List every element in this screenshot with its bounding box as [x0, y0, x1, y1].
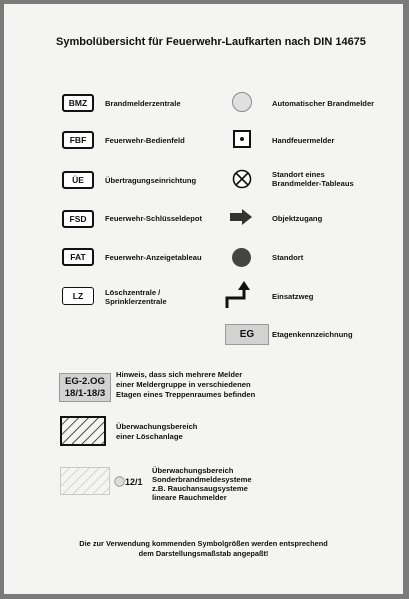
tableau-label-line2: Brandmelder-Tableaus: [272, 179, 354, 188]
route-label: Einsatzweg: [272, 292, 314, 301]
filled-circle-icon: [231, 247, 252, 268]
auto-detector-label: Automatischer Brandmelder: [272, 99, 375, 108]
fsd-label: Feuerwehr-Schlüsseldepot: [105, 214, 203, 223]
special-area-hatch: [60, 467, 110, 495]
floor-code-desc-line1: Hinweis, dass sich mehrere Melder: [116, 370, 243, 379]
lz-symbol: LZ: [62, 287, 94, 305]
special-label-line4: lineare Rauchmelder: [152, 493, 227, 502]
floor-code-desc-line2: einer Meldergruppe in verschiedenen: [116, 380, 251, 389]
fat-symbol: FAT: [62, 248, 94, 266]
fbf-label: Feuerwehr-Bedienfeld: [105, 136, 185, 145]
special-marker: 12/1: [125, 477, 143, 487]
page-title: Symbolübersicht für Feuerwehr-Laufkarten nach DIN 14675: [56, 36, 366, 48]
lz-label-line2: Sprinklerzentrale: [105, 297, 167, 306]
scale-note: [4, 539, 403, 559]
ue-label: Übertragungseinrichtung: [105, 176, 197, 185]
tableau-label-line1: Standort eines: [272, 170, 325, 179]
scale-note-line1: Die zur Verwendung kommenden Symbolgrößen werden entsprechend: [79, 539, 328, 548]
extinguish-area-hatch: [60, 416, 106, 446]
fat-label: Feuerwehr-Anzeigetableau: [105, 253, 202, 262]
ue-symbol: ÜE: [62, 171, 94, 189]
floor-code-line1: EG-2.OG: [65, 376, 105, 387]
special-label-line1: Überwachungsbereich: [152, 466, 234, 475]
cross-circle-icon: [232, 169, 252, 189]
location-label: Standort: [272, 253, 304, 262]
fbf-symbol: FBF: [62, 131, 94, 149]
dot-square-icon: [233, 130, 251, 148]
floor-code-desc-line3: Etagen eines Treppenraumes befinden: [116, 390, 256, 399]
extinguish-label-line2: einer Löschanlage: [116, 432, 183, 441]
floor-label: Etagenkennzeichnung: [272, 330, 353, 339]
bent-arrow-icon: [224, 280, 256, 312]
scale-note-line2: dem Darstellungsmaßstab angepaßt!: [138, 549, 269, 558]
detector-circle-icon: [114, 476, 125, 487]
special-label-line3: z.B. Rauchansaugsysteme: [152, 484, 248, 493]
floor-code-line2: 18/1-18/3: [64, 388, 106, 399]
eg-symbol: EG: [225, 324, 269, 345]
floor-code-symbol: [59, 373, 111, 402]
lz-label-line1: Löschzentrale /: [105, 288, 161, 297]
fsd-symbol: FSD: [62, 210, 94, 228]
bmz-label: Brandmelderzentrale: [105, 99, 181, 108]
arrow-right-icon: [230, 209, 252, 225]
bmz-symbol: BMZ: [62, 94, 94, 112]
circle-icon: [231, 91, 253, 113]
special-label-line2: Sonderbrandmeldesysteme: [152, 475, 252, 484]
legend-sheet: [4, 4, 403, 594]
manual-detector-label: Handfeuermelder: [272, 136, 335, 145]
object-access-label: Objektzugang: [272, 214, 323, 223]
extinguish-label-line1: Überwachungsbereich: [116, 422, 198, 431]
